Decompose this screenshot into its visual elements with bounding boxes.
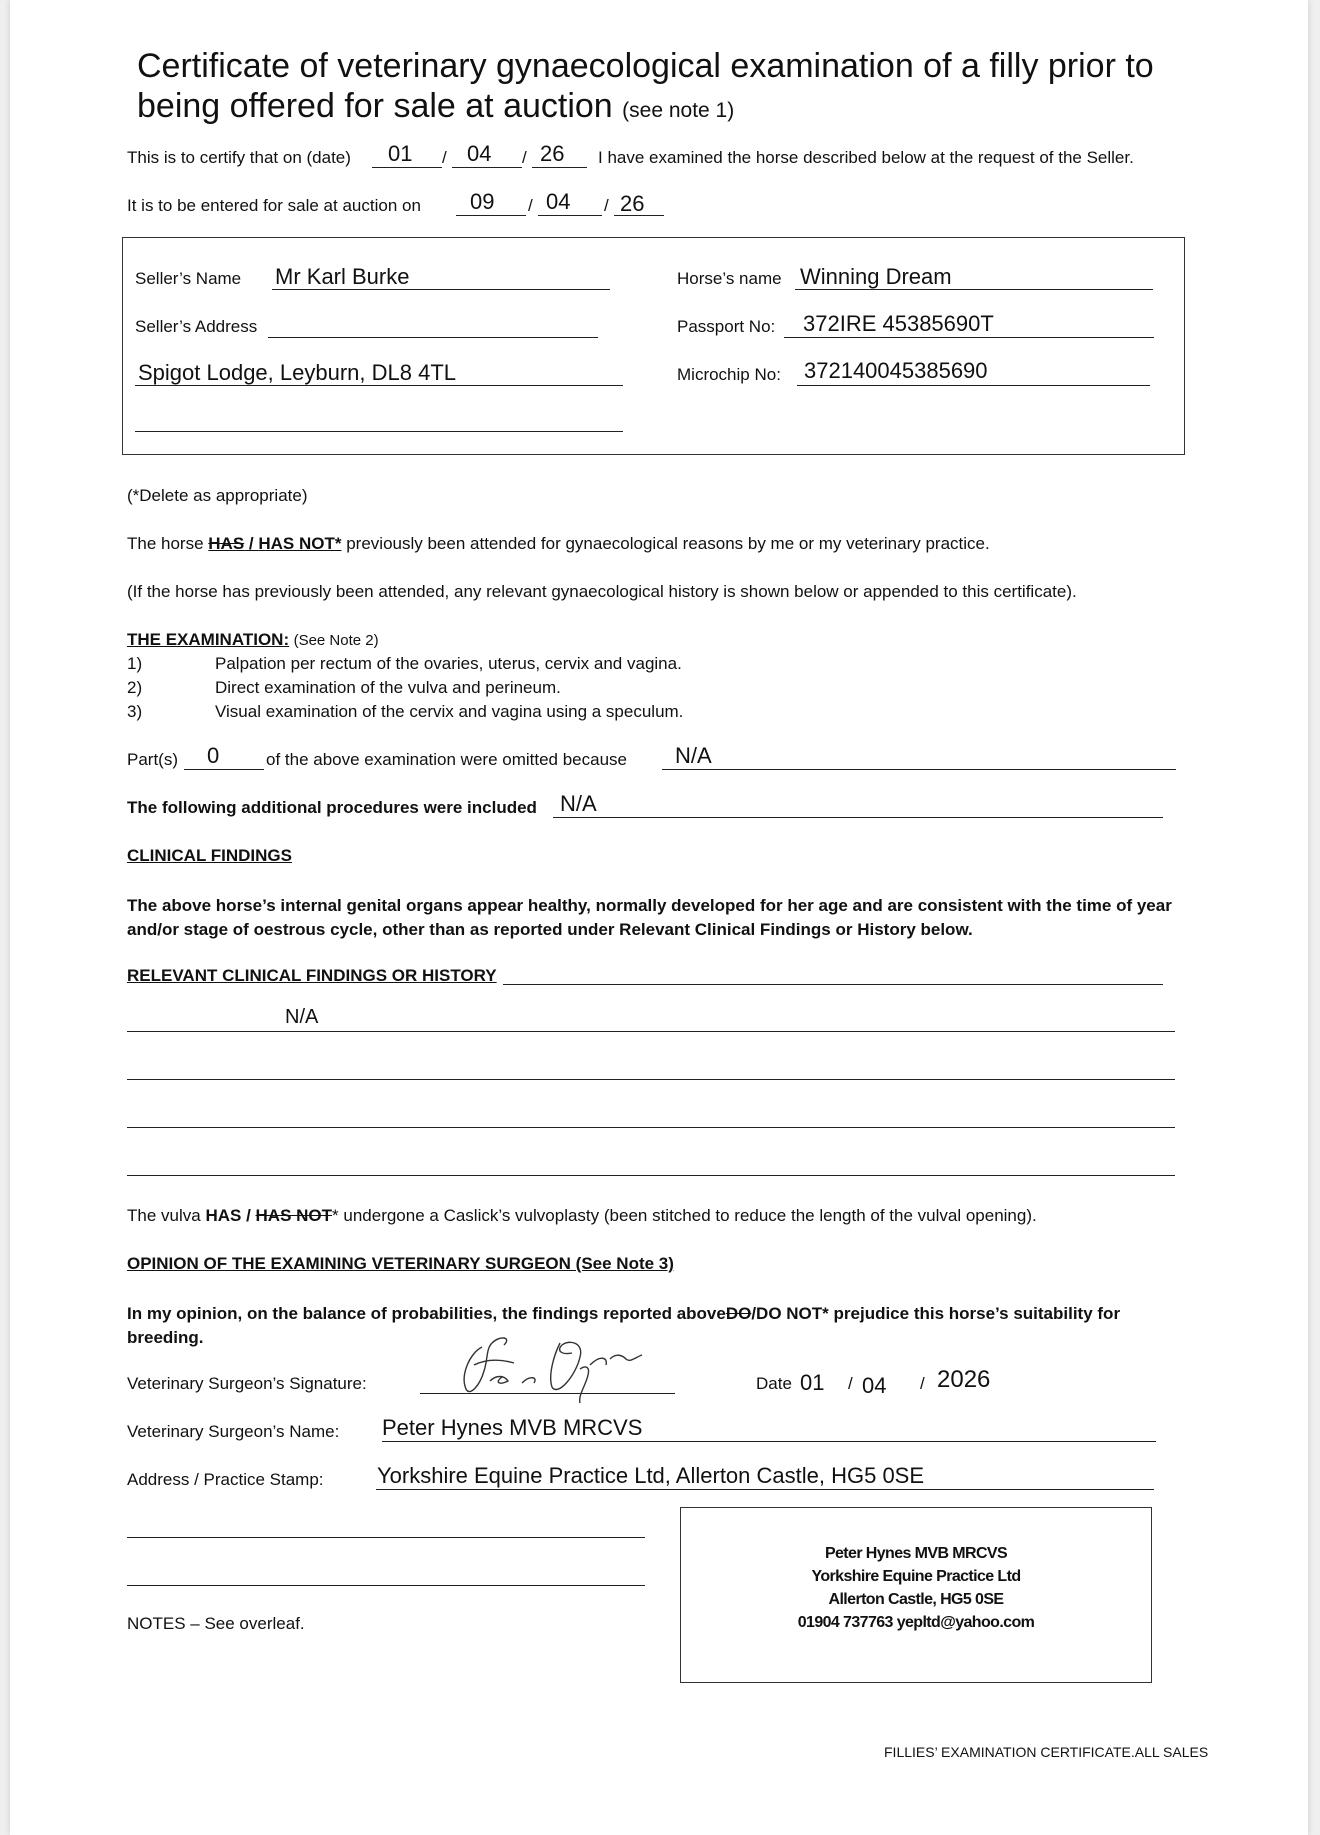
attended-has: HAS: [208, 534, 245, 553]
stamp-line-4: 01904 737763 yepltd@yahoo.com: [797, 1614, 1035, 1631]
title-text: Certificate of veterinary gynaecological examination of a filly prior to being offered for sale at auction: [137, 47, 1154, 125]
vulva-statement: The vulva HAS / HAS NOT* undergone a Caslick’s vulvoplasty (been stitched to reduce the length of the vulval opening).: [127, 1206, 1037, 1225]
seller-name-value: Mr Karl Burke: [275, 264, 410, 289]
omitted-prefix: Part(s): [127, 750, 178, 769]
sale-year: 26: [620, 191, 645, 216]
relevant-value: N/A: [285, 1006, 319, 1028]
additional-label: The following additional procedures were included: [127, 798, 537, 817]
seller-name-label: Seller’s Name: [135, 269, 242, 288]
omitted-parts: 0: [207, 743, 220, 768]
certificate-page: Certificate of veterinary gynaecological examination of a filly prior to being offered for sale at auction (see note 1) This is to certify that on (date) 01 / 04 / 26 I have examined the horse described below at the request of the Seller. It is to be entered for sale at auction on 09 / 04 / 26 Seller’s Name Mr Karl Burke Seller’s Address Spigot Lodge, Leyburn, DL8 4TL Horse’s name Winning Dream Passport No: 372IRE 45385690T Microchip No: 372140045385690 (*Delete as appropriate) The horse HAS / HAS NOT* previously been attended for gynaecological reasons by me or my veterinary practice. (If the horse has previously been attended, any relevant gynaecological history is shown below or appended to this certificate). THE EXAMINATION: (See Note 2) 1) Palpation per rectum of the ovaries, uterus, cervix and vagina. 2) Direct examination of the vulva and perineum. 3) Visual examination of the cervix and vagina using a speculum. Part(s) 0 of the above examination were omitted because N/A The following additional procedures were included N/A CLINICAL FINDINGS The above horse’s internal genital organs appear healthy, normally developed for her age and are consistent with the time of year and/or stage of oestrous cycle, other than as reported under Relevant Clinical Findings or History below. RELEVANT CLINICAL FINDINGS OR HISTORY N/A The vulva HAS / HAS NOT* undergone a Caslick’s vulvoplasty (been stitched to reduce the length of the vulval opening). OPINION OF THE EXAMINING VETERINARY SURGEON (See Note 3) In my opinion, on the balance of probabilities, the findings reported aboveDO/DO NOT* prejudice this horse’s suitability for breeding. Veterinary Surgeon’s Signature: Date 01 / 04 / 2026 Veterinary Surgeon’s Name: Peter Hynes MVB MRCVS Address / Practice Stamp: Yorkshire Equine Practice Ltd, Allerton Castle, HG5 0SE NOTES – See overleaf. Peter Hynes MVB MRCVS Yorkshire Equine Practice Ltd Allerton Castle, HG5 0SE 01904 737763 yepltd@yahoo.com FILLIES’ EXAMINATION CERTIFICATE.ALL SALES: [10, 0, 1308, 1835]
certify-prefix: This is to certify that on (date): [127, 148, 351, 167]
address-label: Address / Practice Stamp:: [127, 1470, 324, 1489]
opinion-heading: OPINION OF THE EXAMINING VETERINARY SURGEON (See Note 3): [127, 1254, 674, 1273]
history-note: (If the horse has previously been attended, any relevant gynaecological history is shown below or appended to this certificate).: [127, 582, 1077, 601]
certify-day: 01: [388, 141, 413, 166]
stamp-line-3: Allerton Castle, HG5 0SE: [828, 1591, 1004, 1608]
omitted-middle: of the above examination were omitted because: [266, 750, 628, 769]
stamp-line-1: Peter Hynes MVB MRCVS: [824, 1545, 1008, 1562]
signature-date-day: 01: [800, 1370, 825, 1395]
passport-value: 372IRE 45385690T: [803, 311, 994, 336]
exam-item-text: Visual examination of the cervix and vagina using a speculum.: [215, 702, 684, 721]
vulva-has: HAS: [205, 1206, 242, 1225]
signature-date-label: Date: [756, 1374, 792, 1393]
opinion-do: DO: [725, 1304, 752, 1323]
sale-month: 04: [546, 189, 571, 214]
title-note: (see note 1): [622, 99, 735, 122]
exam-item-text: Palpation per rectum of the ovaries, uterus, cervix and vagina.: [215, 654, 682, 673]
relevant-heading: RELEVANT CLINICAL FINDINGS OR HISTORY: [127, 966, 497, 985]
additional-value: N/A: [560, 791, 597, 816]
exam-item-text: Direct examination of the vulva and perineum.: [215, 678, 561, 697]
omitted-reason: N/A: [675, 743, 712, 768]
exam-item-number: 1): [127, 654, 143, 673]
clinical-heading: CLINICAL FINDINGS: [127, 846, 292, 865]
sale-prefix: It is to be entered for sale at auction on: [127, 196, 421, 215]
microchip-value: 372140045385690: [804, 358, 988, 383]
attended-statement: The horse HAS / HAS NOT* previously been attended for gynaecological reasons by me or my veterinary practice.: [127, 534, 990, 553]
notes-reference: NOTES – See overleaf.: [127, 1614, 305, 1633]
page-title: [137, 46, 1237, 131]
attended-has-not: HAS NOT*: [258, 534, 342, 553]
horse-name-value: Winning Dream: [800, 264, 952, 289]
stamp-line-2: Yorkshire Equine Practice Ltd: [811, 1568, 1021, 1585]
seller-address-value: Spigot Lodge, Leyburn, DL8 4TL: [138, 360, 457, 385]
certify-suffix: I have examined the horse described below at the request of the Seller.: [598, 148, 1134, 167]
footer-text: FILLIES’ EXAMINATION CERTIFICATE.ALL SALES: [884, 1744, 1209, 1760]
certify-year: 26: [540, 141, 565, 166]
microchip-label: Microchip No:: [677, 365, 781, 384]
certify-month: 04: [467, 141, 492, 166]
signature-label: Veterinary Surgeon’s Signature:: [127, 1374, 367, 1393]
clinical-statement: The above horse’s internal genital organs appear healthy, normally developed for her age and are consistent with the time of year and/or stage of oestrous cycle, other than as reported under Relevant Clinical Findings or History below.: [127, 896, 1172, 939]
vulva-has-not: HAS NOT: [255, 1206, 333, 1225]
exam-item-number: 2): [127, 678, 143, 697]
exam-item-number: 3): [127, 702, 143, 721]
passport-label: Passport No:: [677, 317, 776, 336]
signature-image: [430, 1325, 670, 1405]
seller-address-label: Seller’s Address: [135, 317, 258, 336]
address-value: Yorkshire Equine Practice Ltd, Allerton Castle, HG5 0SE: [377, 1463, 925, 1488]
signature-date-month: 04: [862, 1373, 887, 1398]
surgeon-name-label: Veterinary Surgeon’s Name:: [127, 1422, 340, 1441]
delete-note: (*Delete as appropriate): [127, 486, 308, 505]
opinion-statement: In my opinion, on the balance of probabilities, the findings reported aboveDO/DO NOT* prejudice this horse’s suitability for breeding.: [127, 1304, 1121, 1347]
horse-name-label: Horse’s name: [677, 269, 782, 288]
opinion-do-not: /DO NOT*: [751, 1304, 829, 1323]
examination-heading: THE EXAMINATION: (See Note 2): [127, 630, 379, 649]
signature-date-year: 2026: [937, 1366, 991, 1393]
sale-day: 09: [470, 189, 495, 214]
surgeon-name-value: Peter Hynes MVB MRCVS: [382, 1415, 643, 1440]
